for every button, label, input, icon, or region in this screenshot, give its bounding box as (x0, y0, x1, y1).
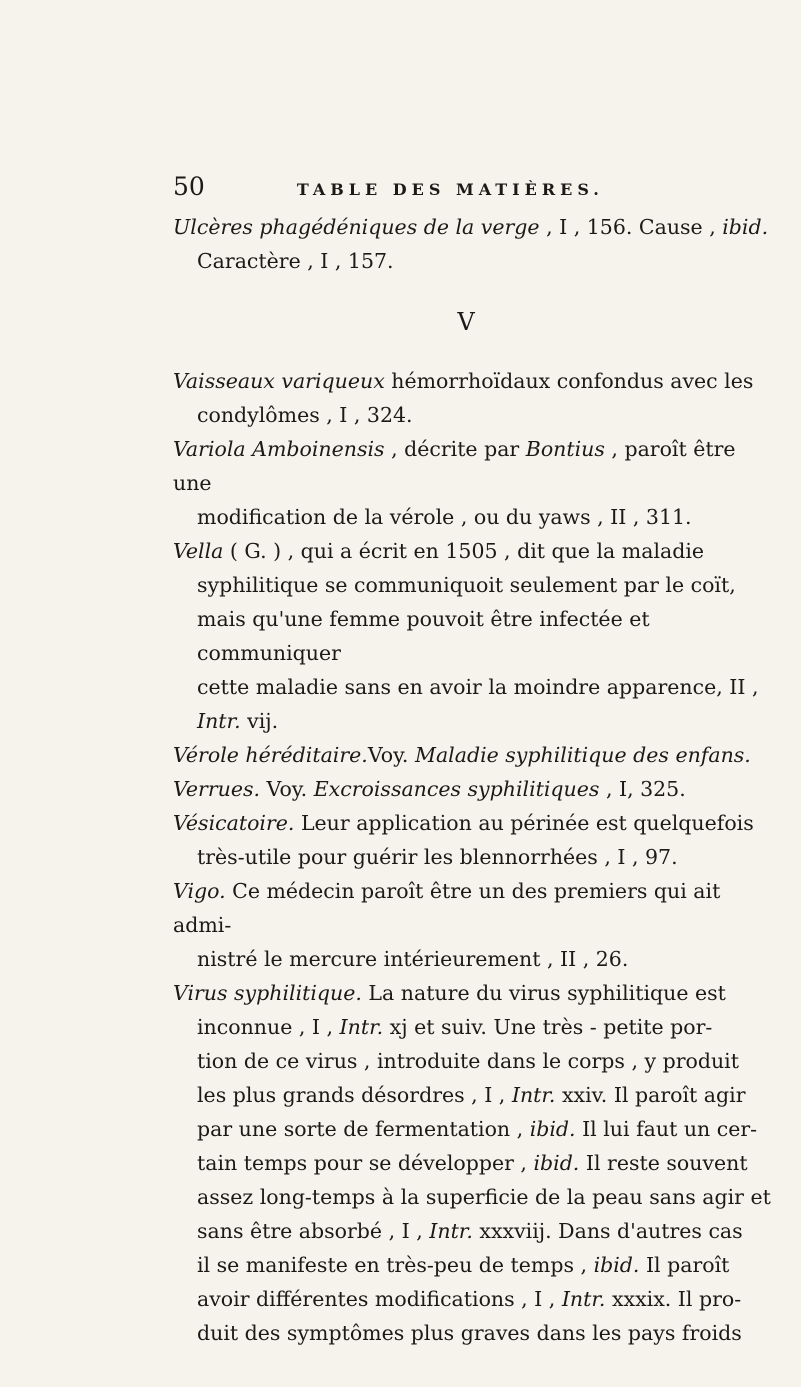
entry-line (173, 1078, 773, 1112)
index-entry (173, 432, 773, 534)
entry-ref: Excroissances syphilitiques (313, 777, 600, 801)
entry-text: La nature du virus syphilitique est (361, 981, 726, 1005)
entry-text: xj et suiv. Une très - petite por- (383, 1015, 713, 1039)
entry-text: xxxix. Il pro- (605, 1287, 742, 1311)
entry-text: il se manifeste en très-peu de temps , (197, 1253, 594, 1277)
entry-line (173, 1214, 773, 1248)
entry-ref: Intr. (561, 1287, 606, 1311)
entry-ref: ibid. (593, 1253, 640, 1277)
index-entry (173, 738, 773, 772)
entry-line (173, 1282, 773, 1316)
entry-line: syphilitique se communiquoit seulement par le coït, (197, 573, 736, 597)
index-entry (173, 210, 773, 278)
entry-text: par une sorte de fermentation , (197, 1117, 530, 1141)
index-entry (173, 772, 773, 806)
entry-term: Vaisseaux variqueux (173, 369, 385, 393)
entry-text: avoir différentes modifications , I , (197, 1287, 562, 1311)
index-entry (173, 534, 773, 738)
index-entry (173, 874, 773, 976)
entry-text: xxxviij. Dans d'autres cas (472, 1219, 743, 1243)
entry-term: Ulcères phagédéniques de la verge (173, 215, 540, 239)
entry-text: Il reste souvent (579, 1151, 748, 1175)
entry-text: Il lui faut un cer- (575, 1117, 758, 1141)
entry-text: hémorrhoïdaux confondus avec les (384, 369, 754, 393)
page-number: 50 (173, 172, 205, 201)
entry-line: tion de ce virus , introduite dans le corps , y produit (197, 1049, 739, 1073)
entry-ref: Intr. (339, 1015, 384, 1039)
entry-term: Vigo. (173, 879, 226, 903)
entry-text: sans être absorbé , I , (197, 1219, 430, 1243)
entry-term: Variola Amboinensis (173, 437, 385, 461)
entry-term: Vérole héréditaire. (173, 743, 368, 767)
index-entry (173, 976, 773, 1350)
entry-line (173, 1010, 773, 1044)
entry-text: vij. (240, 709, 279, 733)
entry-text: , décrite par (384, 437, 526, 461)
entry-ref: Maladie syphilitique des enfans. (414, 743, 751, 767)
page-header (173, 172, 604, 201)
running-title: TABLE DES MATIÈRES. (296, 180, 604, 199)
entry-line: duit des symptômes plus graves dans les pays froids (197, 1321, 742, 1345)
entry-ref: Intr. (511, 1083, 556, 1107)
entry-term: Virus syphilitique. (173, 981, 362, 1005)
entry-term: Verrues. (173, 777, 261, 801)
entry-ref: ibid. (529, 1117, 576, 1141)
entry-text: inconnue , I , (197, 1015, 340, 1039)
entry-ref: Intr. (429, 1219, 473, 1243)
entry-text: Ce médecin paroît être un des premiers qui ait admi- (173, 879, 721, 937)
index-text (173, 210, 773, 1350)
entry-text: tain temps pour se développer , (197, 1151, 534, 1175)
entry-text: ( G. ) , qui a écrit en 1505 , dit que la maladie (223, 539, 705, 563)
entry-line: nistré le mercure intérieurement , II , 26. (197, 947, 629, 971)
entry-term: Vésicatoire. (173, 811, 295, 835)
entry-text: xxiv. Il paroît agir (555, 1083, 746, 1107)
entry-line: très-utile pour guérir les blennorrhées , I , 97. (197, 845, 678, 869)
entry-line: cette maladie sans en avoir la moindre apparence, II , (197, 675, 759, 699)
entry-text: Voy. (367, 743, 415, 767)
entry-term: Vella (173, 539, 224, 563)
entry-line (173, 1112, 773, 1146)
section-letter: V (457, 308, 475, 336)
entry-ref: Intr. (197, 709, 241, 733)
entry-line: modification de la vérole , ou du yaws , II , 311. (197, 505, 692, 529)
entry-text: les plus grands désordres , I , (197, 1083, 512, 1107)
entry-line (173, 1248, 773, 1282)
entry-text: , paroît être une (173, 437, 736, 495)
entry-ref: ibid. (722, 215, 769, 239)
entry-line (173, 1146, 773, 1180)
entry-line (173, 704, 773, 738)
entry-text: , I, 325. (599, 777, 686, 801)
entry-ref: ibid. (533, 1151, 580, 1175)
entry-line: mais qu'une femme pouvoit être infectée et communiquer (197, 607, 650, 665)
entry-text: Il paroît (639, 1253, 730, 1277)
entry-line: assez long-temps à la superficie de la peau sans agir et (197, 1185, 771, 1209)
entry-line: Caractère , I , 157. (197, 249, 394, 273)
index-entry (173, 364, 773, 432)
entry-text: Leur application au périnée est quelquefois (294, 811, 754, 835)
entry-ref: Bontius (525, 437, 605, 461)
index-entry (173, 806, 773, 874)
entry-text: , I , 156. Cause , (539, 215, 723, 239)
entry-line: condylômes , I , 324. (197, 403, 413, 427)
entry-text: Voy. (260, 777, 314, 801)
